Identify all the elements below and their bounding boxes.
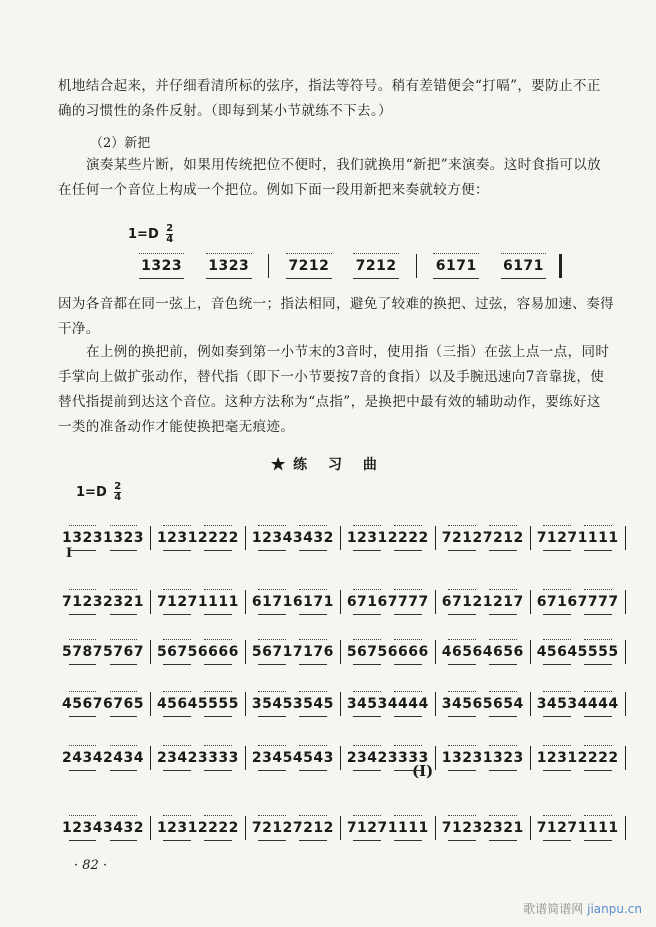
note-group: 3456 [441,696,483,712]
note-group: 6171 [490,258,557,274]
note-group: 7127 [346,820,388,836]
bar-line [340,692,341,716]
note-group: 7212 [275,258,342,274]
exercise-staff-row [62,518,619,552]
note-group: 3333 [197,750,239,766]
bar-line [245,526,246,550]
note-group: 6171 [423,258,490,274]
note-group: 6712 [441,594,483,610]
note-group: 5555 [577,644,619,660]
note-group: 7212 [482,530,524,546]
note-group: 3545 [292,696,334,712]
exercise-staff-row [62,808,619,842]
bar-line [435,526,436,550]
note-group: 1231 [346,530,388,546]
note-group: 3453 [536,696,578,712]
bar-line [340,816,341,840]
notes [62,816,619,840]
note-group: 2222 [387,530,429,546]
exercise-staff-row [62,632,619,666]
bar-line [625,692,626,716]
example-staff [128,248,568,282]
note-group: 4656 [441,644,483,660]
note-group: 1217 [482,594,524,610]
note-group: 7123 [441,820,483,836]
text-line: 干净。 [58,321,100,337]
text-line: 演奏某些片断，如果用传统把位不便时，我们就换用“新把”来演奏。这时食指可以放 [86,157,602,173]
bar-line [245,816,246,840]
bar-line [530,526,531,550]
note-group: 5767 [102,644,144,660]
note-group: 4444 [387,696,429,712]
note-group: 4543 [292,750,334,766]
text-line: 在任何一个音位上构成一个把位。例如下面一段用新把来奏就较方便： [58,182,489,198]
note-group: 2222 [197,530,239,546]
bar-line [340,640,341,664]
note-group: 7127 [536,820,578,836]
note-group: 5787 [62,644,103,660]
notes [62,746,619,770]
bar-line [530,746,531,770]
note-group: 2222 [577,750,619,766]
bar-line [435,746,436,770]
bar-line [625,526,626,550]
note-group: 1323 [441,750,483,766]
note-group: 2434 [62,750,103,766]
bar-line [435,816,436,840]
exercise-staff-row [62,684,619,718]
time-signature [114,482,121,503]
key-text: 1=D [76,485,107,500]
example-key-signature [128,224,173,245]
page-number: · 82 · [74,858,108,873]
note-group: 1234 [251,530,293,546]
time-signature [166,224,173,245]
note-group: 1111 [577,820,619,836]
bar-line [416,254,417,278]
notes [62,590,619,614]
bar-line [245,746,246,770]
bar-line [625,816,626,840]
note-group: 2434 [102,750,144,766]
final-bar-line [559,254,562,278]
note-group: 3453 [346,696,388,712]
bar-line [340,746,341,770]
bar-line [435,640,436,664]
bar-line [150,526,151,550]
bar-line [340,526,341,550]
note-group: 7123 [62,594,103,610]
watermark [523,900,642,917]
note-group: 2345 [251,750,293,766]
note-group: 7212 [251,820,293,836]
note-group: 1111 [577,530,619,546]
note-group: 5675 [346,644,388,660]
note-group: 1323 [62,530,103,546]
note-group: 6716 [536,594,578,610]
note-group: 2222 [197,820,239,836]
note-group: 1231 [536,750,578,766]
note-group: 7127 [156,594,198,610]
text-line: 因为各音都在同一弦上，音色统一；指法相同，避免了较难的换把、过弦，容易加速、奏得 [58,296,614,312]
notes [62,692,619,716]
watermark-url: jianpu.cn [587,902,642,916]
note-group: 2342 [156,750,198,766]
notes [62,526,619,550]
note-group: 5555 [197,696,239,712]
bar-line [435,590,436,614]
note-group: 6171 [292,594,334,610]
example-notes [128,254,568,278]
exercise-title: ★练 习 曲 [271,457,385,473]
note-group: 6666 [197,644,239,660]
note-group: 6716 [346,594,388,610]
note-group: 1323 [482,750,524,766]
notes [62,640,619,664]
note-group: 4564 [536,644,578,660]
note-group: 5654 [482,696,524,712]
note-group: 3545 [251,696,293,712]
time-bottom: 4 [114,492,122,503]
note-group: 6666 [387,644,429,660]
bar-line [340,590,341,614]
time-top: 2 [114,481,122,492]
bar-line [625,746,626,770]
paragraph-4 [58,340,618,440]
text-line: 机地结合起来，并仔细看清所标的弦序，指法等符号。稍有差错便会“打嗝”，要防止不正 [58,78,601,94]
note-group: 2342 [346,750,388,766]
note-group: 5675 [156,644,198,660]
bar-line [150,746,151,770]
exercise-key-signature [76,482,121,503]
note-group: 7212 [441,530,483,546]
note-group: 7212 [343,258,410,274]
bar-line [625,640,626,664]
text-line: 确的习惯性的条件反射。（即每到某小节就练不下去。） [58,103,392,119]
paragraph-2 [58,153,618,203]
exercise-staff-row [62,738,619,772]
note-group: 5671 [251,644,293,660]
sub-heading: （2）新把 [90,136,151,151]
note-group: 6765 [102,696,144,712]
bar-line [530,692,531,716]
note-group: 7212 [292,820,334,836]
note-group: 6171 [251,594,293,610]
note-group: 7176 [292,644,334,660]
bar-line [150,590,151,614]
note-group: 1231 [156,820,198,836]
bar-line [530,816,531,840]
section-mark: (I) [412,762,434,780]
note-group: 7777 [387,594,429,610]
note-group: 1111 [197,594,239,610]
paragraph-3 [58,292,618,342]
bar-line [530,640,531,664]
text-line: 一类的准备动作才能使换把毫无痕迹。 [58,419,295,435]
note-group: 1323 [102,530,144,546]
note-group: 4444 [577,696,619,712]
note-group: 3432 [102,820,144,836]
bar-line [245,640,246,664]
text-line: 替代指提前到达这个音位。这种方法称为“点指”，是换把中最有效的辅助动作，要练好这 [58,394,601,410]
bar-line [268,254,269,278]
note-group: 4564 [156,696,198,712]
bar-line [530,590,531,614]
paragraph-1 [58,74,618,124]
note-group: 1231 [156,530,198,546]
note-group: 3432 [292,530,334,546]
note-group: 1323 [195,258,262,274]
bar-line [435,692,436,716]
note-group: 3333 [387,750,429,766]
time-bottom: 4 [166,234,174,245]
note-group: 1111 [387,820,429,836]
bar-line [150,692,151,716]
note-group: 4656 [482,644,524,660]
note-group: 7777 [577,594,619,610]
note-group: 1323 [128,258,195,274]
bar-line [245,692,246,716]
bar-line [150,640,151,664]
bar-line [150,816,151,840]
key-text: 1=D [128,227,159,242]
time-top: 2 [166,223,174,234]
bar-line [245,590,246,614]
note-group: 4567 [62,696,103,712]
note-group: 7127 [536,530,578,546]
note-group: 2321 [102,594,144,610]
note-group: 1234 [62,820,103,836]
note-group: 2321 [482,820,524,836]
exercise-staff-row [62,582,619,616]
watermark-site-name: 歌谱简谱网 [523,902,584,916]
bar-line [625,590,626,614]
text-line: 手掌向上做扩张动作，替代指（即下一小节要按7音的食指）以及手腕迅速向7音靠拢，使 [58,369,605,385]
start-mark: I [66,546,73,561]
text-line: 在上例的换把前，例如奏到第一小节末的3音时，使用指（三指）在弦上点一点，同时 [86,344,610,360]
